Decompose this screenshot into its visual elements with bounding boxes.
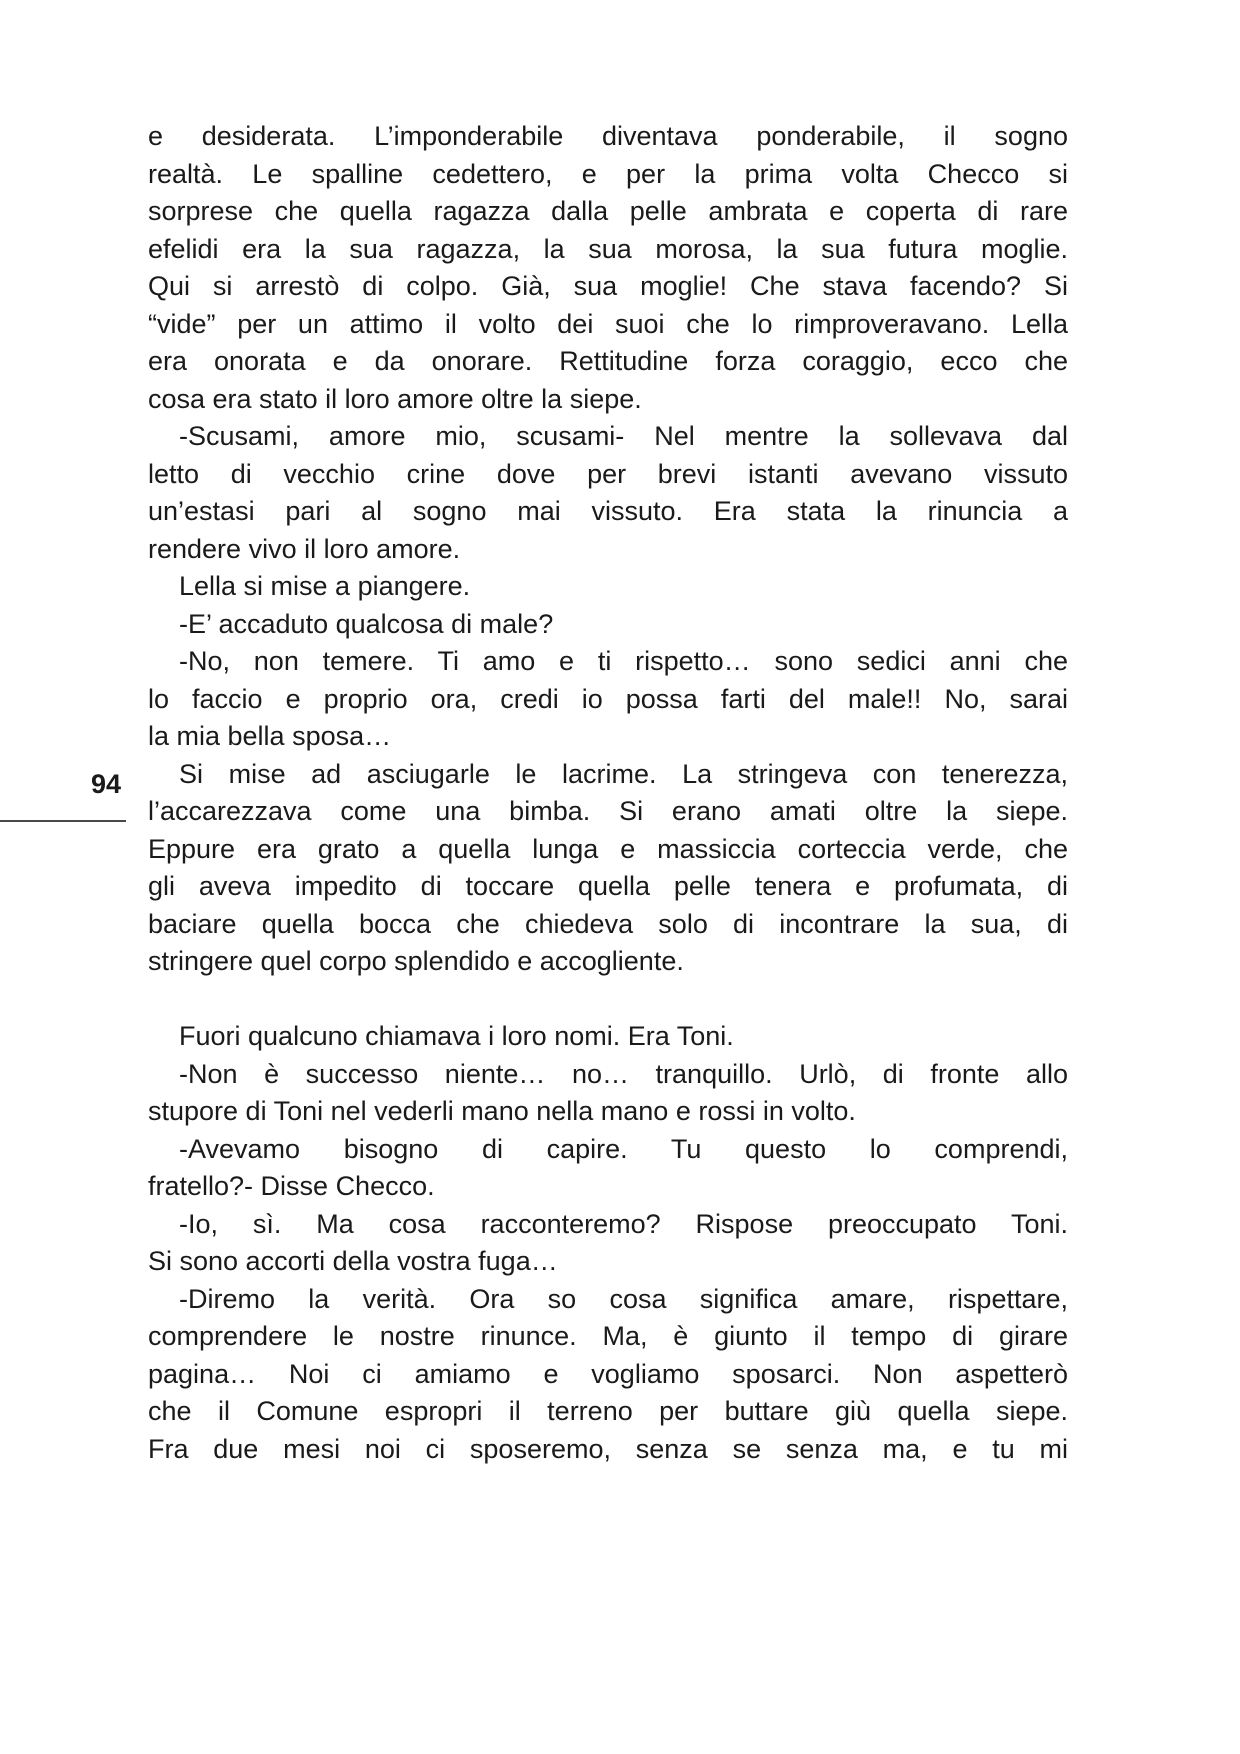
text-line: Si mise ad asciugarle le lacrime. La stringeva con tenerezza, bbox=[179, 758, 1068, 789]
text-line: Eppure era grato a quella lunga e massiccia corteccia verde, che bbox=[148, 833, 1068, 864]
text-line: rendere vivo il loro amore. bbox=[148, 533, 461, 564]
text-line: lo faccio e proprio ora, credi io possa farti del male!! No, sarai bbox=[148, 683, 1068, 714]
text-line: -Avevamo bisogno di capire. Tu questo lo comprendi, bbox=[179, 1133, 1068, 1164]
text-line: stupore di Toni nel vederli mano nella mano e rossi in volto. bbox=[148, 1096, 856, 1126]
text-line: un’estasi pari al sogno mai vissuto. Era stata la rinuncia a bbox=[148, 496, 1068, 526]
margin-rule bbox=[0, 820, 126, 822]
text-line: l’accarezzava come una bimba. Si erano amati oltre la siepe. bbox=[148, 796, 1068, 826]
text-line: e desiderata. L’imponderabile diventava ponderabile, il sogno bbox=[148, 121, 1068, 151]
text-line: letto di vecchio crine dove per brevi istanti avevano vissuto bbox=[148, 458, 1068, 489]
text-line: efelidi era la sua ragazza, la sua morosa, la sua futura moglie. bbox=[148, 233, 1068, 264]
paragraph bbox=[148, 568, 1068, 606]
text-line: pagina… Noi ci amiamo e vogliamo sposarci. Non aspetterò bbox=[148, 1358, 1068, 1389]
paragraph bbox=[148, 1281, 1068, 1469]
text-line: Si sono accorti della vostra fuga… bbox=[148, 1246, 558, 1276]
paragraph bbox=[148, 1056, 1068, 1131]
text-line: gli aveva impedito di toccare quella pelle tenera e profumata, di bbox=[148, 871, 1068, 901]
text-line: che il Comune espropri il terreno per buttare giù quella siepe. bbox=[148, 1396, 1068, 1426]
text-line: -E’ accaduto qualcosa di male? bbox=[179, 608, 554, 639]
text-line: sorprese che quella ragazza dalla pelle ambrata e coperta di rare bbox=[148, 196, 1068, 226]
text-line: “vide” per un attimo il volto dei suoi che lo rimproveravano. Lella bbox=[148, 308, 1068, 339]
paragraph bbox=[148, 1131, 1068, 1206]
text-line: fratello?- Disse Checco. bbox=[148, 1171, 435, 1201]
text-line: era onorata e da onorare. Rettitudine forza coraggio, ecco che bbox=[148, 346, 1068, 376]
paragraph bbox=[148, 606, 1068, 644]
text-line: -Non è successo niente… no… tranquillo. Urlò, di fronte allo bbox=[179, 1058, 1068, 1089]
text-line: Fra due mesi noi ci sposeremo, senza se senza ma, e tu mi bbox=[148, 1433, 1068, 1464]
text-line: -Scusami, amore mio, scusami- Nel mentre la sollevava dal bbox=[179, 421, 1068, 451]
text-line: -Diremo la verità. Ora so cosa significa amare, rispettare, bbox=[179, 1283, 1068, 1314]
body-text bbox=[148, 0, 1068, 1468]
text-line: -No, non temere. Ti amo e ti rispetto… sono sedici anni che bbox=[179, 646, 1068, 676]
text-line: realtà. Le spalline cedettero, e per la prima volta Checco si bbox=[148, 158, 1068, 189]
paragraph bbox=[148, 418, 1068, 568]
text-line: -Io, sì. Ma cosa racconteremo? Rispose preoccupato Toni. bbox=[179, 1208, 1068, 1239]
paragraph bbox=[148, 643, 1068, 756]
paragraph bbox=[148, 118, 1068, 418]
paragraph bbox=[148, 756, 1068, 981]
text-line: Fuori qualcuno chiamava i loro nomi. Era Toni. bbox=[179, 1021, 734, 1051]
text-line: la mia bella sposa… bbox=[148, 721, 392, 751]
page-number: 94 bbox=[90, 769, 122, 799]
text-line: comprendere le nostre rinunce. Ma, è giunto il tempo di girare bbox=[148, 1321, 1068, 1351]
paragraph bbox=[148, 1206, 1068, 1281]
text-line: cosa era stato il loro amore oltre la siepe. bbox=[148, 383, 642, 414]
text-line: Lella si mise a piangere. bbox=[179, 571, 471, 601]
text-line: Qui si arrestò di colpo. Già, sua moglie! Che stava facendo? Si bbox=[148, 271, 1068, 301]
paragraph bbox=[148, 1018, 1068, 1056]
text-line: stringere quel corpo splendido e accogliente. bbox=[148, 946, 684, 976]
text-line: baciare quella bocca che chiedeva solo di incontrare la sua, di bbox=[148, 908, 1068, 939]
